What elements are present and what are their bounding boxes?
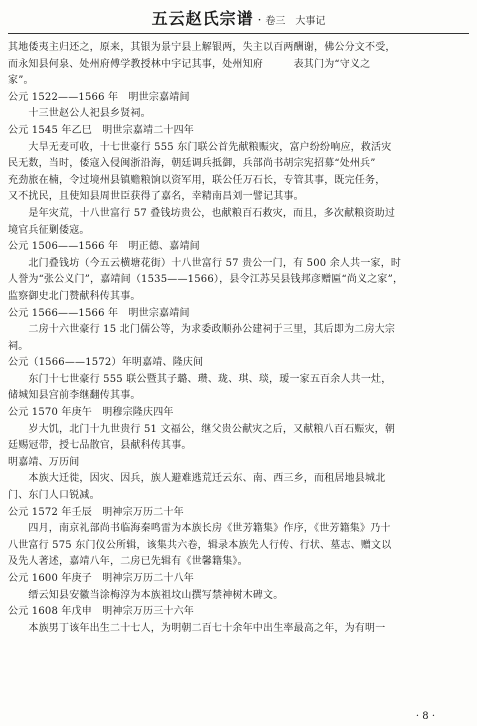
text-line: 监察御史北门赞献科传其事。 bbox=[8, 290, 141, 302]
text-line: 八世富行 575 东门仪公所辑，该集共六卷，辑录本族先人行传、行状、墓志、赠文以 bbox=[8, 539, 392, 551]
text-line: 北门叠钱坊（今五云横塘花街）十八世富行 57 贵公一门，有 500 余人共一家，时 bbox=[8, 257, 402, 269]
text-line: 二房十六世豪行 15 北门儒公等，为求委政顺孙公建祠于三里，其后即为二房大宗 bbox=[8, 324, 396, 336]
text-line: 又不扰民，且使知县周世臣获得了嘉名，幸精南昌刘一譬记其事。 bbox=[8, 191, 304, 203]
text-line: 明嘉靖、万历间 bbox=[8, 456, 80, 468]
page-header bbox=[0, 4, 477, 34]
text-line: 储城知县宫前李继翻传其事。 bbox=[8, 390, 141, 402]
page-number: · 8 · bbox=[415, 711, 435, 722]
text-line: 及先人著述，嘉靖八年，二房已先辑有《世馨籍集》。 bbox=[8, 556, 248, 568]
text-line: 本族男丁该年出生二十七人，为明朝二百七十余年中出生率最高之年，为有明一 bbox=[8, 622, 386, 634]
text-line: 四月，南京礼部尚书临海秦鸣雷为本族长房《世芳籍集》作序，《世芳籍集》乃十 bbox=[8, 523, 391, 535]
text-line: 境官兵征剿倭寇。 bbox=[8, 224, 90, 236]
header-rule bbox=[8, 33, 469, 34]
title-separator: · bbox=[257, 13, 262, 27]
text-line: 充劲旅在楠，令过境州县镇赡粮饷以资军用，联公任万石长，专管其事，既完任务， bbox=[8, 174, 386, 186]
text-line: 廷赐冠带，授七品散官，县献科传其事。 bbox=[8, 440, 192, 452]
text-line: 本族大迁徙，因灾、因兵，族人避难逃荒迁云东、南、西三乡，而租居地县城北 bbox=[8, 473, 386, 485]
text-line: 门、东门人口锐减。 bbox=[8, 490, 100, 502]
body-text bbox=[8, 40, 469, 637]
text-line: 缙云知县安徽当涂梅淳为本族祖坟山撰写禁神树木碑文。 bbox=[8, 589, 284, 601]
text-line: 十三世赵公人祀县乡贤祠。 bbox=[8, 108, 151, 120]
text-line: 公元 1506——1566 年 明正德、嘉靖间 bbox=[8, 241, 200, 253]
text-line: 民无数，当时，倭寇入侵闽浙沿海，朝廷调兵抵御，兵部尚书胡宗宪招募“处州兵” bbox=[8, 158, 376, 170]
text-line: 东门十七世豪行 555 联公暨其子璐、瓒、珑、琪、琰，瑷一家五百余人共一灶， bbox=[8, 373, 392, 385]
text-line: 大旱无麦可收，十七世豪行 555 东门联公首先献粮赈灾，富户纷纷响应，救活灾 bbox=[8, 141, 392, 153]
text-line: 是年灾荒，十八世富行 57 叠钱坊贵公，也献粮百石救灾，而且，多次献粮资助过 bbox=[8, 207, 396, 219]
text-line: 其地倭夷主归还之，原来，其银为景宁县上解银两，失主以百两酬谢，佛公分文不受， bbox=[8, 42, 396, 53]
text-line: 公元 1570 年庚午 明穆宗隆庆四年 bbox=[8, 407, 174, 419]
text-line: 公元 1572 年壬辰 明神宗万历二十年 bbox=[8, 506, 184, 518]
text-line: 人誉为“张公义门”，嘉靖间（1535——1566），县令江苏吴县钱邦彦赠匾“尚义之家”， bbox=[8, 274, 404, 286]
text-line: 而永知县何泉、处州府傅学教授林中宇记其事，处州知府 表其门为“守义之 bbox=[8, 58, 371, 70]
text-line: 公元 1600 年庚子 明神宗万历二十八年 bbox=[8, 573, 195, 584]
text-line: 公元 1545 年乙巳 明世宗嘉靖二十四年 bbox=[8, 124, 195, 136]
text-line: 公元 1566——1566 年 明世宗嘉靖间 bbox=[8, 307, 190, 319]
text-line: 公元（1566——1572）年明嘉靖、隆庆间 bbox=[8, 357, 204, 369]
text-line: 公元 1608 年戊申 明神宗万历三十六年 bbox=[8, 606, 195, 618]
chapter-title: 卷三 大事记 bbox=[265, 16, 326, 27]
text-line: 祠。 bbox=[8, 340, 29, 352]
text-line: 岁大饥，北门十九世贵行 51 文福公，继父贵公献灾之后，又献粮八百石赈灾，朝 bbox=[8, 423, 396, 435]
page-title: 五云赵氏宗谱 bbox=[151, 9, 254, 28]
text-line: 家”。 bbox=[8, 75, 34, 87]
text-line: 公元 1522——1566 年 明世宗嘉靖间 bbox=[8, 91, 190, 103]
